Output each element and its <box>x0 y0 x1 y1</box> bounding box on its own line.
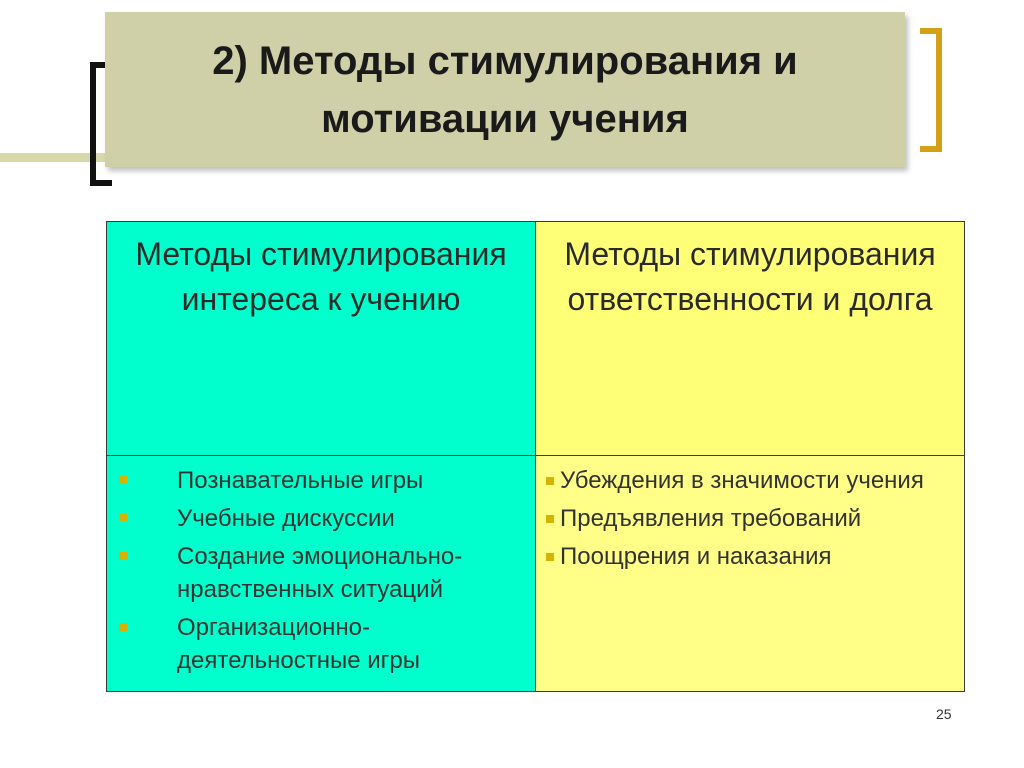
list-item <box>107 611 525 677</box>
square-bullet-icon <box>119 623 127 631</box>
list-item <box>536 540 954 573</box>
list-item-text: Познавательные игры <box>177 467 424 494</box>
square-bullet-icon <box>119 514 127 522</box>
header-interest: Методы стимулирования интереса к учению <box>135 236 507 317</box>
table-header-row <box>107 222 965 456</box>
interest-methods-list <box>107 456 535 677</box>
square-bullet-icon <box>546 553 554 561</box>
list-item <box>536 502 954 535</box>
title-box <box>105 12 905 167</box>
slide-title: 2) Методы стимулирования и мотивации учения <box>212 38 798 141</box>
list-item-text: Предъявления требований <box>560 505 862 532</box>
header-responsibility: Методы стимулирования ответственности и долга <box>564 236 936 317</box>
list-item <box>107 540 525 606</box>
list-item-text: Поощрения и наказания <box>560 543 832 570</box>
list-item-text: Организационно-деятельностные игры <box>177 614 420 674</box>
list-item-text: Учебные дискуссии <box>177 505 395 532</box>
right-bracket-decoration <box>920 28 942 152</box>
square-bullet-icon <box>546 477 554 485</box>
methods-table <box>106 221 965 692</box>
table-body-row <box>107 456 965 692</box>
page-number: 25 <box>936 706 952 722</box>
header-cell-responsibility <box>536 222 965 456</box>
header-cell-interest <box>107 222 536 456</box>
list-item <box>536 464 954 497</box>
square-bullet-icon <box>119 552 127 560</box>
square-bullet-icon <box>119 476 127 484</box>
body-cell-responsibility <box>536 456 965 692</box>
list-item-text: Создание эмоционально-нравственных ситуаций <box>177 543 463 603</box>
square-bullet-icon <box>546 515 554 523</box>
responsibility-methods-list <box>536 456 964 573</box>
list-item <box>107 502 525 535</box>
list-item-text: Убеждения в значимости учения <box>560 467 924 494</box>
body-cell-interest <box>107 456 536 692</box>
list-item <box>107 464 525 497</box>
